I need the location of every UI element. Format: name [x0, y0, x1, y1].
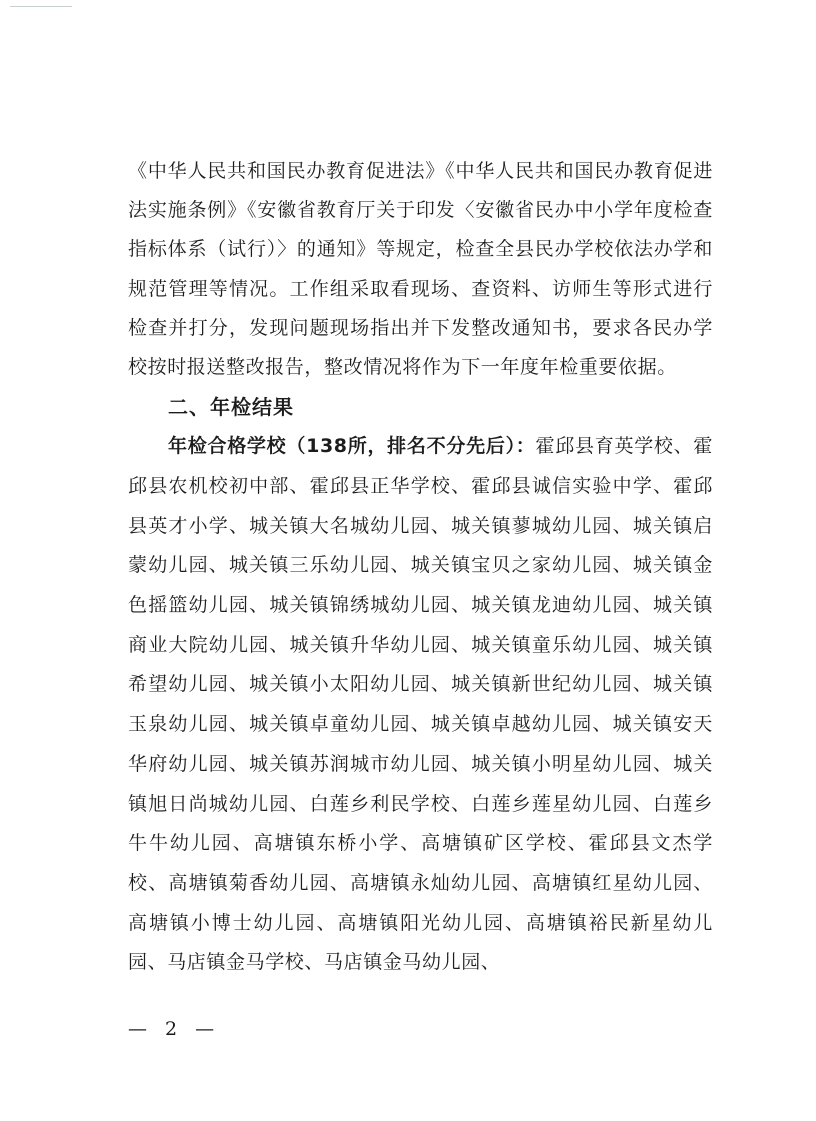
document-body	[128, 152, 713, 983]
qualified-schools-lead: 年检合格学校（138所，排名不分先后）：	[168, 435, 536, 458]
intro-paragraph: 《中华人民共和国民办教育促进法》《中华人民共和国民办教育促进法实施条例》《安徽省教育厅关于印发〈安徽省民办中小学年度检查指标体系（试行）〉的通知》等规定，检查全县民办学校依法办学和规范管理等情况。工作组采取看现场、查资料、访师生等形式进行检查并打分，发现问题现场指出并下发整改通知书，要求各民办学校按时报送整改报告，整改情况将作为下一年度年检重要依据。	[128, 160, 713, 379]
qualified-schools-paragraph	[128, 427, 713, 983]
section-heading: 二、年检结果	[168, 395, 294, 420]
scan-edge-mark	[10, 6, 72, 7]
qualified-schools-list: 霍邱县育英学校、霍邱县农机校初中部、霍邱县正华学校、霍邱县诚信实验中学、霍邱县英才小学、城关镇大名城幼儿园、城关镇蓼城幼儿园、城关镇启蒙幼儿园、城关镇三乐幼儿园、城关镇宝贝之家幼儿园、城关镇金色摇篮幼儿园、城关镇锦绣城幼儿园、城关镇龙迪幼儿园、城关镇商业大院幼儿园、城关镇升华幼儿园、城关镇童乐幼儿园、城关镇希望幼儿园、城关镇小太阳幼儿园、城关镇新世纪幼儿园、城关镇玉泉幼儿园、城关镇卓童幼儿园、城关镇卓越幼儿园、城关镇安天华府幼儿园、城关镇苏润城市幼儿园、城关镇小明星幼儿园、城关镇旭日尚城幼儿园、白莲乡利民学校、白莲乡莲星幼儿园、白莲乡牛牛幼儿园、高塘镇东桥小学、高塘镇矿区学校、霍邱县文杰学校、高塘镇菊香幼儿园、高塘镇永灿幼儿园、高塘镇红星幼儿园、高塘镇小博士幼儿园、高塘镇阳光幼儿园、高塘镇裕民新星幼儿园、马店镇金马学校、马店镇金马幼儿园、	[128, 435, 713, 974]
page-number: — 2 —	[128, 1018, 221, 1040]
